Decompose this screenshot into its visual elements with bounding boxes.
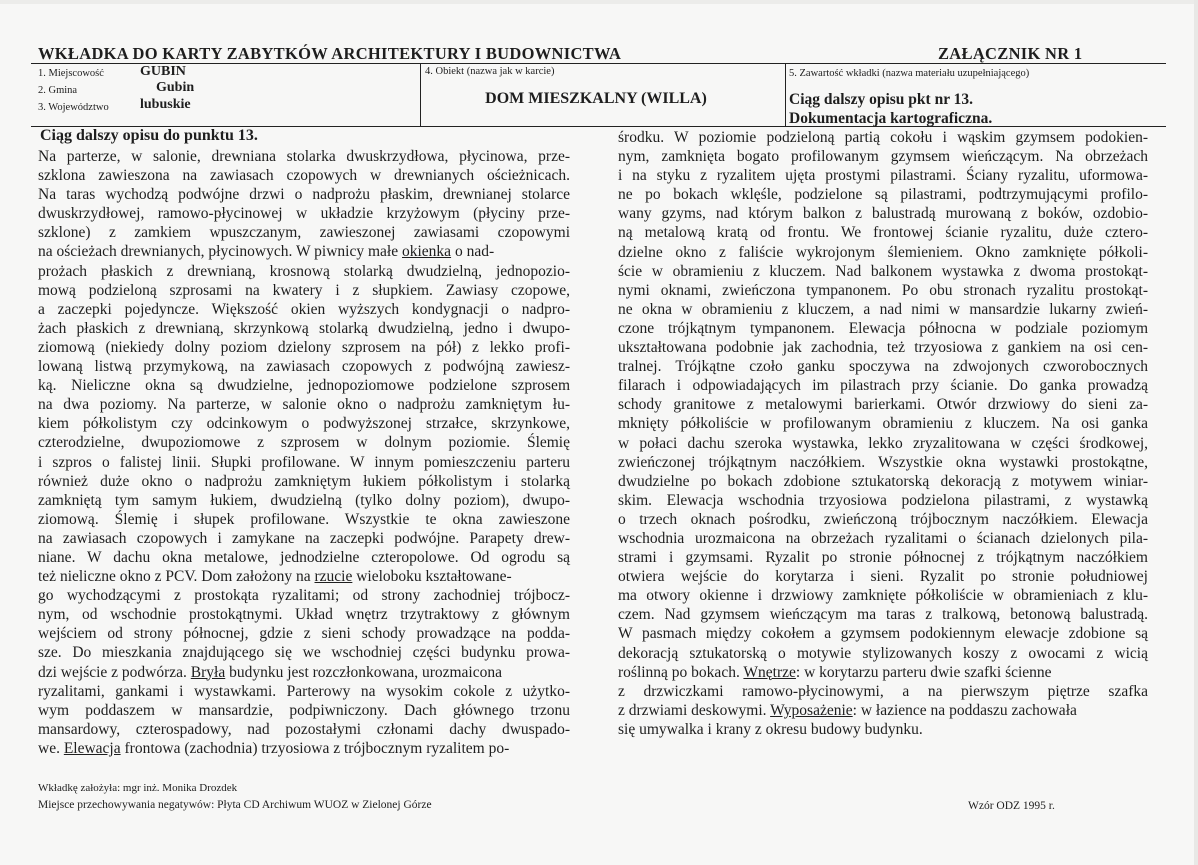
- text-line: na ościeżach drewnianych, płycinowych. W piwnicy małe okienka o nad-: [38, 243, 495, 261]
- term-rzucie: rzucie: [314, 568, 353, 586]
- text-line: również duże okno o nadprożu zamkniętym łukiem półkolistym i stolarką: [38, 472, 570, 490]
- text-line: niane. W dachu okna metalowe, jednodzielne czteropolowe. Od ogrodu są: [38, 548, 570, 566]
- text-line: tralnej. Trójkątne czoło ganku spoczywa na zdwojonych czworobocznych: [618, 358, 1148, 376]
- text-line: na dwa poziomy. Na parterze, w salonie okno o nadprożu zamkniętym łu-: [38, 396, 570, 414]
- text-line: ryzalitami, gankami i wystawkami. Parterowy na wysokim cokole z użytko-: [38, 682, 570, 700]
- header-divider: [420, 63, 421, 126]
- text-line: skim. Elewacja wschodnia trzyosiowa podzielona pilastrami, z wystawką: [618, 491, 1148, 509]
- text-line: dwuskrzydłowej, ramowo-płycinowej w układzie krzyżowym (płyciny prze-: [38, 205, 570, 223]
- term-bryla: Bryła: [190, 663, 226, 681]
- text-line: z drzwiczkami ramowo-płycinowymi, a na pierwszym piętrze szafka: [618, 682, 1148, 700]
- page-edge: [1194, 0, 1198, 865]
- text-line: na zawiasach czopowych i zamykane na zaczepki podwójne. Parapety drew-: [38, 529, 570, 547]
- text-line: ukształtowana podobnie jak zachodnia, też trzyosiowa z gankiem na osi cen-: [618, 339, 1148, 357]
- text-line: w połaci dachu szeroka wystawka, lekko zryzalitowana w części środkowej,: [618, 434, 1148, 452]
- term-wyposazenie: Wyposażenie: [770, 701, 853, 719]
- term-wnetrze: Wnętrze: [743, 663, 796, 681]
- text-line: zamkniętą tym samym łukiem, dwudzielną (tylko dolny poziom), dwupo-: [38, 491, 570, 509]
- author-note: Wkładkę założyła: mgr inż. Monika Drozdek: [38, 782, 238, 794]
- negatives-storage: Miejsce przechowywania negatywów: Płyta CD Archiwum WUOZ w Zielonej Górze: [38, 799, 432, 811]
- text-line: czterodzielne, dwupoziomowe z szprosem w dolnym poziomie. Ślemię: [38, 434, 570, 452]
- text-line: szklona zawieszona na zawiasach czopowych w drewnianych ościeżnicach.: [38, 167, 570, 185]
- text-line: wany gzyms, nad którym balkon z balustradą murowaną z boków, ozdobio-: [618, 205, 1148, 223]
- text-line: schody granitowe z metalowymi barierkami. Otwór drzwiowy do sieni za-: [618, 396, 1148, 414]
- form-title: WKŁADKA DO KARTY ZABYTKÓW ARCHITEKTURY I BUDOWNICTWA: [38, 44, 622, 63]
- content-value: [789, 90, 992, 128]
- text-line: dzielne okno z faliście wykrojonym ślemieniem. Okno zamknięte półkoli-: [618, 243, 1148, 261]
- text-line: dzi wejście z podwórza. Bryła budynku jest rozczłonkowana, urozmaicona: [38, 663, 502, 681]
- text-line: a zaczepki pojedyncze. Większość okien wyższych kondygnacji o nadpro-: [38, 300, 570, 318]
- text-line: o trzech oknach pośrodku, zwieńczoną trójbocznym naczółkiem. Elewacja: [618, 510, 1148, 528]
- locality-value: GUBIN: [140, 64, 186, 79]
- text-line: nym, zamknięta bogato profilowanym gzymsem wieńczącym. Na obrzeżach: [618, 148, 1148, 166]
- text-line: roślinną po bokach. Wnętrze: w korytarzu parteru dwie szafki ścienne: [618, 663, 1052, 681]
- text-line: prożach płaskich z drewnianą, krosnową stolarką dwudzielną, jednopozio-: [38, 262, 570, 280]
- text-line: nymi oknami, zwieńczona tympanonem. Po obu stronach ryzalitu prostokąt-: [618, 281, 1148, 299]
- text-line: żach płaskich z drewnianą, skrzynkową stolarką dwudzielną, jedno i dwupo-: [38, 319, 570, 337]
- text-line: filarach i odpowiadających im pilastrach przy ścianie. Do ganka prowadzą: [618, 377, 1148, 395]
- text-line: go wychodzącymi z prostokąta ryzalitami; od strony zachodniej trójbocz-: [38, 587, 570, 605]
- text-line: wym poddaszem w mansardzie, podpiwniczony. Dach głównego trzonu: [38, 701, 570, 719]
- header-divider: [785, 63, 786, 126]
- text-line: zwieńczonej trójkątnym naczółkiem. Wszystkie okna wystawki prostokątne,: [618, 453, 1148, 471]
- text-line: Na parterze, w salonie, drewniana stolarka dwuskrzydłowa, płycinowa, prze-: [38, 148, 570, 165]
- text-line: mową podzieloną szprosami na kwatery i z słupkiem. Zawiasy czopowe,: [38, 281, 570, 299]
- content-label: 5. Zawartość wkładki (nazwa materiału uzupełniającego): [789, 68, 1030, 79]
- text-line: dwudzielne po bokach zdobione sztukatorską dekoracją z motywem winiar-: [618, 472, 1148, 490]
- locality-label: 1. Miejscowość: [38, 68, 104, 79]
- text-line: we. Elewacja frontowa (zachodnia) trzyosiowa z trójbocznym ryzalitem po-: [38, 739, 510, 757]
- text-line: ziomową. Ślemię i słupek profilowane. Wszystkie te okna zawieszone: [38, 510, 570, 528]
- voivodeship-value: lubuskie: [140, 97, 191, 112]
- term-elewacja: Elewacja: [63, 739, 121, 757]
- page-edge: [0, 0, 1198, 4]
- text-line: ną metalową kratą od frontu. We frontowej ścianie ryzalitu, duże cztero-: [618, 224, 1148, 242]
- description-heading: Ciąg dalszy opisu do punktu 13.: [40, 127, 258, 144]
- text-line: szklone) z zamkiem wpuszczanym, zawieszonej zawiasami czopowymi: [38, 224, 570, 242]
- text-line: strami i gzymsami. Ryzalit po stronie północnej z trójkątnym naczółkiem: [618, 549, 1148, 567]
- text-line: dekoracją sztukatorską o motywie stylizowanych koszy z owocami z wicią: [618, 644, 1148, 662]
- text-line: środku. W poziomie podzieloną partią cokołu i wąskim gzymsem podokien-: [618, 129, 1148, 146]
- term-okienka: okienka: [402, 243, 452, 261]
- template-version: Wzór ODZ 1995 r.: [968, 800, 1055, 812]
- text-line: lowaną listwą przymykową, na zawiasach czopowych z podwójną zawiesz-: [38, 358, 570, 376]
- content-value-line: Ciąg dalszy opisu pkt nr 13.: [789, 91, 974, 108]
- text-line: W pasmach między cokołem a gzymsem podokiennym elewacje zdobione są: [618, 625, 1148, 643]
- text-line: czone trójkątnym tympanonem. Elewacja północna w podziale poziomym: [618, 319, 1148, 337]
- text-line: nym, od wschodnie prostokątnymi. Układ wnętrz trzytraktowy z głównym: [38, 606, 570, 624]
- text-line: otwiera wejście do korytarza i sieni. Ryzalit po stronie południowej: [618, 568, 1148, 586]
- text-line: czem. Nad gzymsem wieńczącym ma taras z tralkową, betonową balustradą.: [618, 606, 1148, 624]
- text-line: ście w obramieniu z kluczem. Nad balkonem wystawka z dwoma prostokąt-: [618, 262, 1148, 280]
- text-line: sze. Do mieszkania znajdującego się we wschodniej części budynku prowa-: [38, 644, 570, 662]
- text-line: z drzwiami deskowymi. Wyposażenie: w łazience na poddaszu zachowała: [618, 701, 1077, 719]
- description-right-column: [618, 128, 1148, 739]
- text-line: też nieliczne okno z PCV. Dom założony na rzucie wieloboku kształtowane-: [38, 568, 512, 586]
- text-line: i szpros o falistej linii. Słupki profilowane. W innym pomieszczeniu parteru: [38, 453, 570, 471]
- text-line: mansardowy, czterospadowy, nad pozostałymi członami dachy dwuspado-: [38, 720, 570, 738]
- text-line: kiem półkolistym czy odcinkowym o podwyższonej strzałce, skrzynkowe,: [38, 415, 570, 433]
- text-line: wejściem od strony północnej, gdzie z sieni schody prowadzące na podda-: [38, 625, 570, 643]
- text-line: ką. Nieliczne okna są dwudzielne, jednopoziomowe podzielone szprosem: [38, 377, 570, 395]
- text-line: ne okna w obramieniu z kluczem, a nad nimi w mansardzie lukarny zwień-: [618, 300, 1148, 318]
- content-value-line: Dokumentacja kartograficzna.: [789, 110, 993, 127]
- text-line: Na taras wychodzą podwójne drzwi o nadprożu płaskim, drewnianej stolarce: [38, 186, 570, 204]
- annex-number: ZAŁĄCZNIK NR 1: [938, 44, 1083, 63]
- commune-value: Gubin: [156, 80, 195, 95]
- object-label: 4. Obiekt (nazwa jak w karcie): [425, 66, 555, 77]
- text-line: wschodnia urozmaicona na obrzeżach ryzalitami o ścianach dzielonych pila-: [618, 529, 1148, 547]
- text-line: się umywalka i krany z okresu budowy budynku.: [618, 720, 923, 738]
- text-line: i na styku z ryzalitem ujęta prostymi pilastrami. Ściany ryzalitu, uformowa-: [618, 167, 1148, 185]
- text-line: ma otwory okienne i drzwiowy zamknięte półkoliście w obramieniach z klu-: [618, 587, 1148, 605]
- text-line: ziomową (niekiedy dolny poziom dzielony szprosem na pół) z lekko profi-: [38, 338, 570, 356]
- commune-label: 2. Gmina: [38, 85, 78, 96]
- description-left-column: [38, 147, 570, 758]
- text-line: ne po bokach wklęśle, podzielone są pilastrami, podtrzymującymi profilo-: [618, 186, 1148, 204]
- voivodeship-label: 3. Województwo: [38, 102, 109, 113]
- header-top-rule: [31, 63, 1166, 64]
- object-value: DOM MIESZKALNY (WILLA): [485, 90, 707, 107]
- text-line: mknięty półkoliście w profilowanym obramieniu z kluczem. Na osi ganka: [618, 415, 1148, 433]
